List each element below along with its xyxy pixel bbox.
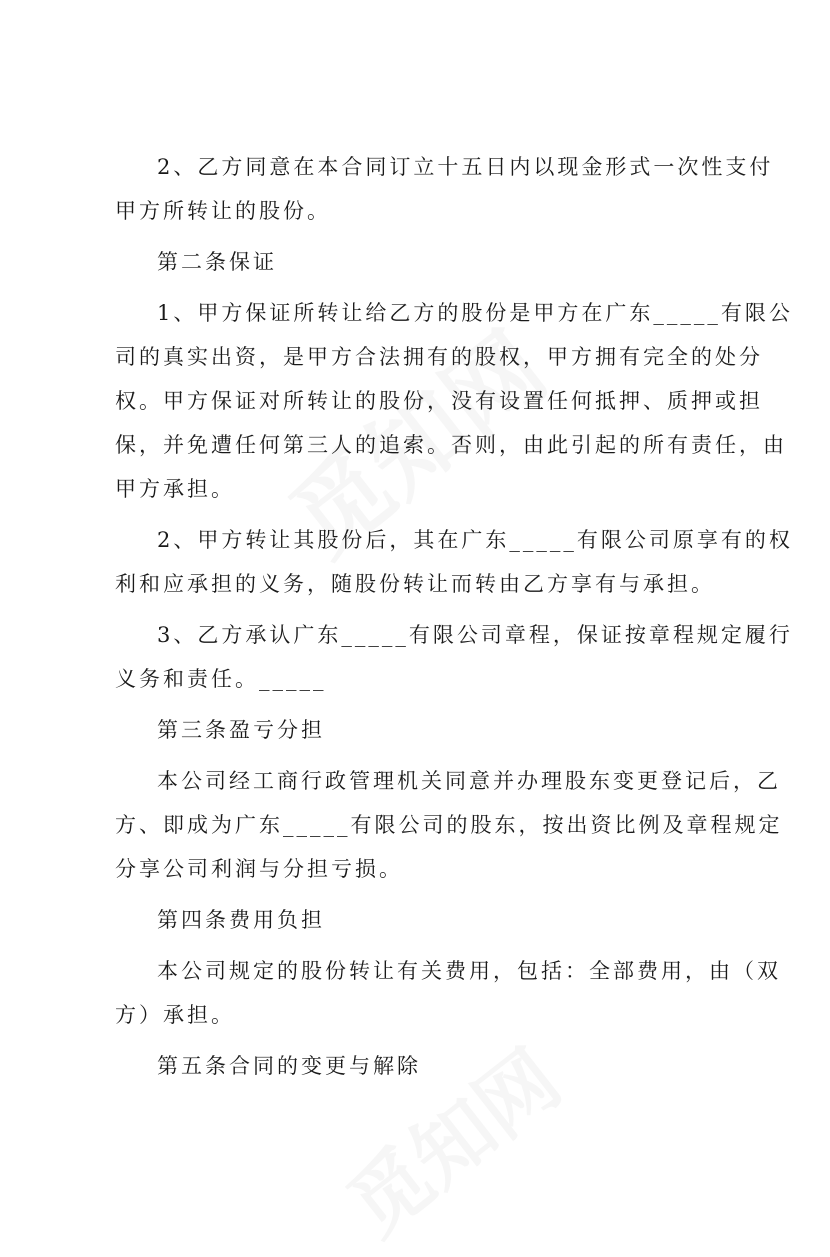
paragraph-guarantee-2 [115, 518, 793, 606]
text-line: 方、即成为广东_____有限公司的股东，按出资比例及章程规定 [115, 813, 783, 837]
text-line: 义务和责任。_____ [115, 667, 327, 691]
text-line: 3、乙方承认广东_____有限公司章程，保证按章程规定履行 [157, 623, 793, 647]
text-line: 司的真实出资，是甲方合法拥有的股权，甲方拥有完全的处分 [115, 345, 763, 369]
text-line: 2、乙方同意在本合同订立十五日内以现金形式一次性支付 [157, 155, 774, 179]
text-line: 保，并免遭任何第三人的追索。否则，由此引起的所有责任，由 [115, 433, 787, 457]
article-2-heading: 第二条保证 [157, 250, 277, 274]
text-line: 2、甲方转让其股份后，其在广东_____有限公司原享有的权 [157, 528, 793, 552]
paragraph-expenses [115, 949, 781, 1037]
paragraph-payment [115, 145, 774, 233]
paragraph-profit-loss [115, 759, 783, 891]
article-3-heading: 第三条盈亏分担 [157, 718, 325, 742]
text-line: 甲方承担。 [115, 477, 235, 501]
text-line: 方）承担。 [115, 1003, 235, 1027]
text-line: 权。甲方保证对所转让的股份，没有设置任何抵押、质押或担 [115, 389, 763, 413]
text-line: 本公司经工商行政管理机关同意并办理股东变更登记后，乙 [157, 769, 781, 793]
article-4-heading: 第四条费用负担 [157, 908, 325, 932]
paragraph-guarantee-3 [115, 613, 793, 701]
text-line: 甲方所转让的股份。 [115, 199, 331, 223]
document-body [115, 145, 793, 1088]
text-line: 本公司规定的股份转让有关费用，包括：全部费用，由（双 [157, 959, 781, 983]
paragraph-guarantee-1 [115, 291, 793, 511]
article-5-heading: 第五条合同的变更与解除 [157, 1054, 421, 1078]
text-line: 分享公司利润与分担亏损。 [115, 857, 403, 881]
text-line: 1、甲方保证所转让给乙方的股份是甲方在广东_____有限公 [157, 301, 793, 325]
text-line: 利和应承担的义务，随股份转让而转由乙方享有与承担。 [115, 572, 715, 596]
